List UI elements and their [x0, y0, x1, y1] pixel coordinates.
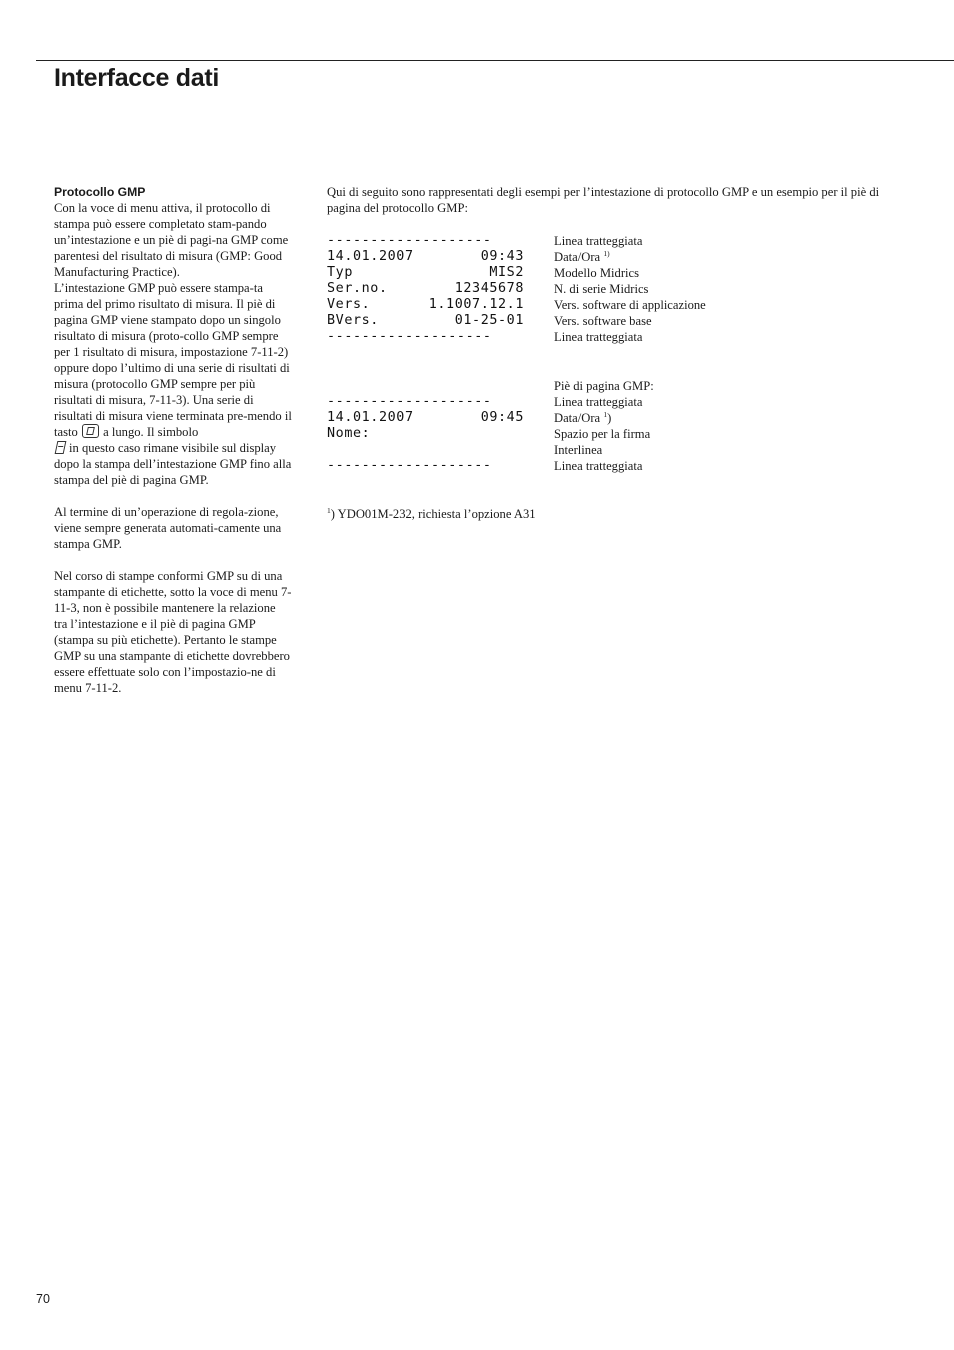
paragraph-gmp-header	[54, 280, 292, 488]
footnote-mark: 1	[603, 410, 608, 419]
print-left: 14.01.2007	[327, 249, 414, 264]
print-right: 1.1007.12.1	[428, 297, 524, 312]
left-column	[54, 184, 292, 696]
row-description: Linea tratteggiata	[554, 395, 643, 409]
print-right: 12345678	[454, 281, 524, 296]
print-left: Typ	[327, 265, 353, 280]
footer-label: Piè di pagina GMP:	[554, 379, 654, 393]
print-left: Ser.no.	[327, 281, 388, 296]
row-description: Linea tratteggiata	[554, 459, 643, 473]
paragraph-intro-text: Con la voce di menu attiva, il protocollo di stampa può essere completato stam-pando un’intestazione e un piè di pagi-na GMP come parentesi del risultato di misura (GMP: Good Manufacturing Practice).	[54, 201, 289, 279]
page-title: Interfacce dati	[54, 64, 220, 92]
paragraph-text-c: in questo caso rimane visibile sul display dopo la stampa dell’intestazione GMP fino alla stampa del piè di pagina GMP.	[54, 441, 292, 487]
print-left: Nome:	[327, 426, 371, 441]
row-description: Data/Ora	[554, 411, 601, 425]
gmp-footer-printout	[327, 378, 927, 474]
paragraph-label-printer: Nel corso di stampe conformi GMP su di una stampante di etichette, sotto la voce di menu 7-11-3, non è possibile mantenere la relazione tra l’intestazione e il piè di pagina GMP (stampa su più etichette). Pertanto le stampe GMP su una stampante di etichette dovrebbero essere effettuate solo con l’impostazio-ne di menu 7-11-2.	[54, 569, 292, 695]
printout-row	[327, 233, 927, 249]
print-left: -------------------	[327, 329, 492, 344]
print-left: Vers.	[327, 297, 371, 312]
print-right: MIS2	[489, 265, 524, 280]
printout-row	[327, 426, 927, 442]
print-left: -------------------	[327, 394, 492, 409]
row-description: Linea tratteggiata	[554, 234, 643, 248]
print-key-icon	[82, 424, 99, 438]
printout-row	[327, 394, 927, 410]
printout-row	[327, 297, 927, 313]
footnote-mark: 1)	[603, 249, 610, 258]
paragraph-text-b: a lungo. Il simbolo	[103, 425, 199, 439]
section-heading: Protocollo GMP	[54, 185, 146, 199]
print-left: -------------------	[327, 458, 492, 473]
printout-row	[327, 249, 927, 265]
paragraph-text-a: L’intestazione GMP può essere stampa-ta prima del primo risultato di misura. Il piè di pagina GMP viene stampato dopo un singolo risultato di misura (proto-collo GMP sempre per 1 risultato di misura, impostazione 7-11-2) oppure dopo l’ultimo di una serie di risultati di misura (protocollo GMP sempre per più risultati di misura, 7-11-3). Una serie di risultati di misura viene terminata pre-mendo il tasto	[54, 281, 292, 439]
printout-label-row	[327, 378, 927, 394]
printout-row	[327, 313, 927, 329]
footnote-text: ) YDO01M-232, richiesta l’opzione A31	[330, 507, 536, 521]
row-description: Linea tratteggiata	[554, 330, 643, 344]
printout-row	[327, 329, 927, 345]
paragraph-intro	[54, 200, 292, 280]
print-right: 09:43	[480, 249, 524, 264]
printout-row	[327, 265, 927, 281]
row-description: Vers. software base	[554, 314, 652, 328]
paragraph-adjustment: Al termine di un’operazione di regola-zione, viene sempre generata automati-camente una stampa GMP.	[54, 505, 282, 551]
print-left: 14.01.2007	[327, 410, 414, 425]
printout-row	[327, 442, 927, 458]
printout-row	[327, 281, 927, 297]
print-left: BVers.	[327, 313, 379, 328]
footnote-number: 1	[327, 506, 331, 515]
row-description: Interlinea	[554, 443, 603, 457]
header-rule	[36, 60, 954, 61]
intro-text: Qui di seguito sono rappresentati degli esempi per l’intestazione di protocollo GMP e un esempio per il piè di pagina del protocollo GMP:	[327, 185, 880, 215]
page-number: 70	[36, 1292, 50, 1306]
row-description: N. di serie Midrics	[554, 282, 649, 296]
print-right: 09:45	[480, 410, 524, 425]
row-description: Vers. software di applicazione	[554, 298, 706, 312]
row-description: Modello Midrics	[554, 266, 640, 280]
print-right: 01-25-01	[454, 313, 524, 328]
gmp-symbol-icon	[55, 441, 67, 454]
footnote	[327, 506, 536, 522]
printout-row	[327, 458, 927, 474]
row-description: Data/Ora	[554, 250, 601, 264]
gmp-header-printout	[327, 233, 927, 345]
row-description: Spazio per la firma	[554, 427, 651, 441]
print-left: -------------------	[327, 233, 492, 248]
footnote-paren: )	[607, 411, 612, 425]
printout-row	[327, 410, 927, 426]
